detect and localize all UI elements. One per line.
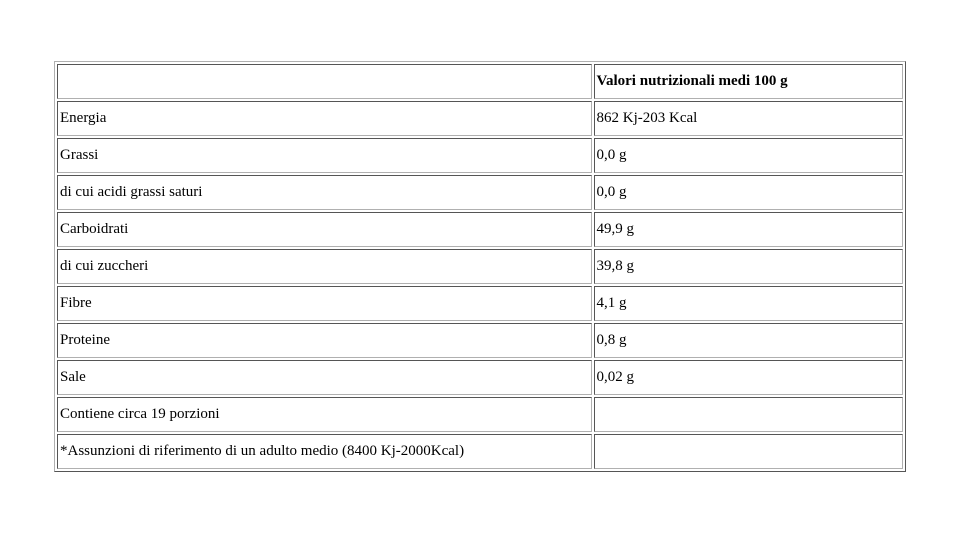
table-header-row — [57, 64, 903, 99]
row-label: *Assunzioni di riferimento di un adulto medio (8400 Kj-2000Kcal) — [57, 434, 592, 469]
row-value: 0,02 g — [594, 360, 903, 395]
row-value — [594, 397, 903, 432]
row-label: di cui zuccheri — [57, 249, 592, 284]
header-value-cell: Valori nutrizionali medi 100 g — [594, 64, 903, 99]
row-label: Grassi — [57, 138, 592, 173]
row-label: Carboidrati — [57, 212, 592, 247]
table-row-assunzioni — [57, 434, 903, 469]
table-row-porzioni — [57, 397, 903, 432]
row-label: Energia — [57, 101, 592, 136]
table-row-fibre — [57, 286, 903, 321]
row-value — [594, 434, 903, 469]
row-label: di cui acidi grassi saturi — [57, 175, 592, 210]
table-row-sale — [57, 360, 903, 395]
row-value: 4,1 g — [594, 286, 903, 321]
row-label: Contiene circa 19 porzioni — [57, 397, 592, 432]
nutrition-table — [54, 61, 906, 472]
row-value: 49,9 g — [594, 212, 903, 247]
table-row-grassi-saturi — [57, 175, 903, 210]
table-row-proteine — [57, 323, 903, 358]
row-value: 0,0 g — [594, 175, 903, 210]
table-row-carboidrati — [57, 212, 903, 247]
row-value: 862 Kj-203 Kcal — [594, 101, 903, 136]
row-label: Sale — [57, 360, 592, 395]
row-label: Proteine — [57, 323, 592, 358]
row-value: 0,0 g — [594, 138, 903, 173]
table-row-grassi — [57, 138, 903, 173]
row-value: 39,8 g — [594, 249, 903, 284]
row-value: 0,8 g — [594, 323, 903, 358]
table-row-zuccheri — [57, 249, 903, 284]
header-label-cell — [57, 64, 592, 99]
table-row-energia — [57, 101, 903, 136]
row-label: Fibre — [57, 286, 592, 321]
